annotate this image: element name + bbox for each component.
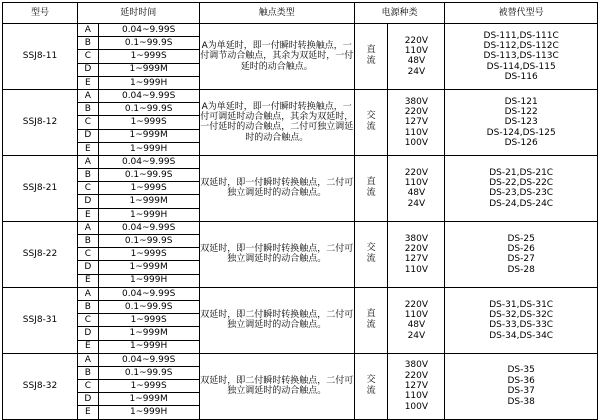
- voltage-value: 100V: [404, 401, 429, 412]
- supply-kind-char: 交: [366, 374, 376, 385]
- supply-kind-char: 直: [366, 308, 376, 319]
- delay-time-cell: 1~999S: [98, 314, 199, 327]
- delay-letter-cell: B: [78, 235, 99, 248]
- replacement-value: DS-35: [507, 365, 535, 376]
- delay-time-cell: 0.1~99.9S: [98, 300, 199, 313]
- voltage-value: 127V: [404, 117, 429, 128]
- delay-time-cell: 1~999H: [98, 406, 199, 419]
- delay-time-cell: 1~999S: [98, 248, 199, 261]
- delay-time-cell: 1~999H: [98, 76, 199, 89]
- delay-letter-cell: E: [78, 406, 99, 419]
- delay-time-cell: 1~999M: [98, 261, 199, 274]
- delay-time-cell: 0.04~9.99S: [98, 155, 199, 168]
- delay-time-cell: 1~999S: [98, 116, 199, 129]
- replacement-value: DS-111,DS-111C: [483, 30, 559, 41]
- delay-letter-cell: B: [78, 300, 99, 313]
- supply-kind-cell: [354, 287, 388, 353]
- voltage-value: 220V: [404, 243, 429, 254]
- delay-letter-cell: D: [78, 261, 99, 274]
- voltage-cell: [388, 221, 445, 287]
- voltage-value: 220V: [404, 35, 429, 46]
- voltage-value: 24V: [407, 198, 426, 209]
- delay-letter-cell: C: [78, 116, 99, 129]
- header-replacement-model: 被替代型号: [445, 3, 598, 24]
- replacement-cell: [445, 221, 598, 287]
- contact-type-cell: 双延时，即二付瞬时转换触点，二付可独立调延时的动合触点。: [199, 353, 354, 419]
- delay-letter-cell: C: [78, 380, 99, 393]
- supply-kind-cell: [354, 24, 388, 90]
- voltage-cell: [388, 287, 445, 353]
- replacement-value: DS-31,DS-31C: [489, 299, 554, 310]
- replacement-cell: [445, 353, 598, 419]
- voltage-value: 220V: [404, 106, 429, 117]
- replacement-value: DS-23,DS-23C: [489, 188, 554, 199]
- voltage-value: 220V: [404, 167, 429, 178]
- delay-time-cell: 1~999S: [98, 380, 199, 393]
- voltage-value: 48V: [407, 188, 426, 199]
- replacement-value: DS-28: [507, 264, 535, 275]
- contact-type-cell: 双延时，即一付瞬时转换触点，二付可独立调延时的动合触点。: [199, 155, 354, 221]
- voltage-value: 48V: [407, 320, 426, 331]
- replacement-value: DS-27: [507, 254, 535, 265]
- supply-kind-cell: [354, 221, 388, 287]
- delay-letter-cell: D: [78, 327, 99, 340]
- voltage-value: 110V: [404, 391, 429, 402]
- delay-letter-cell: A: [78, 89, 99, 102]
- replacement-value: DS-122: [504, 106, 538, 117]
- table-header: [3, 3, 598, 24]
- model-cell: SSJ8-31: [3, 287, 78, 353]
- voltage-value: 110V: [404, 264, 429, 275]
- table-row: [3, 24, 598, 37]
- delay-letter-cell: D: [78, 63, 99, 76]
- voltage-value: 100V: [404, 137, 429, 148]
- delay-letter-cell: D: [78, 195, 99, 208]
- delay-letter-cell: C: [78, 182, 99, 195]
- replacement-value: DS-126: [504, 137, 538, 148]
- contact-type-cell: A为单延时，即一付瞬时转换触点，一付可调延时动合触点，其余为双延时，一付延时的动合触点，二付可独立调延时的动合触点。: [199, 89, 354, 155]
- delay-time-cell: 0.04~9.99S: [98, 221, 199, 234]
- replacement-value: DS-113,DS-113C: [483, 51, 559, 62]
- delay-time-cell: 1~999M: [98, 327, 199, 340]
- supply-kind-char: 流: [366, 254, 376, 265]
- supply-kind-char: 流: [366, 320, 376, 331]
- replacement-cell: [445, 89, 598, 155]
- delay-letter-cell: A: [78, 24, 99, 37]
- supply-kind-char: 流: [366, 188, 376, 199]
- delay-time-cell: 0.04~9.99S: [98, 353, 199, 366]
- replacement-value: DS-38: [507, 396, 535, 407]
- delay-letter-cell: C: [78, 314, 99, 327]
- replacement-value: DS-34,DS-34C: [489, 330, 554, 341]
- replacement-value: DS-124,DS-125: [486, 127, 556, 138]
- replacement-value: DS-26: [507, 243, 535, 254]
- table-row: [3, 221, 598, 234]
- table-body: [3, 24, 598, 420]
- voltage-value: 127V: [404, 254, 429, 265]
- contact-type-cell: 双延时，即一付瞬时转换触点，二付可独立调延时的动合触点。: [199, 221, 354, 287]
- delay-time-cell: 0.04~9.99S: [98, 89, 199, 102]
- supply-kind-char: 流: [366, 386, 376, 397]
- replacement-value: DS-24,DS-24C: [489, 198, 554, 209]
- delay-time-cell: 1~999S: [98, 50, 199, 63]
- delay-letter-cell: B: [78, 169, 99, 182]
- header-delay-time: 延时时间: [78, 3, 200, 24]
- supply-kind-cell: [354, 155, 388, 221]
- table-row: [3, 89, 598, 102]
- replacement-cell: [445, 287, 598, 353]
- delay-letter-cell: A: [78, 155, 99, 168]
- supply-kind-char: 交: [366, 111, 376, 122]
- replacement-value: DS-121: [504, 96, 538, 107]
- header-row: [3, 3, 598, 24]
- voltage-value: 110V: [404, 127, 429, 138]
- delay-letter-cell: E: [78, 76, 99, 89]
- model-cell: SSJ8-21: [3, 155, 78, 221]
- supply-kind-char: 直: [366, 45, 376, 56]
- delay-letter-cell: D: [78, 393, 99, 406]
- delay-time-cell: 1~999M: [98, 129, 199, 142]
- voltage-value: 24V: [407, 330, 426, 341]
- replacement-value: DS-114,DS-115: [486, 61, 556, 72]
- delay-letter-cell: E: [78, 142, 99, 155]
- delay-time-cell: 1~999H: [98, 208, 199, 221]
- supply-kind-char: 交: [366, 243, 376, 254]
- model-cell: SSJ8-32: [3, 353, 78, 419]
- delay-letter-cell: B: [78, 103, 99, 116]
- delay-time-cell: 1~999H: [98, 142, 199, 155]
- delay-time-cell: 0.1~99.9S: [98, 169, 199, 182]
- header-contact-type: 触点类型: [199, 3, 354, 24]
- delay-letter-cell: B: [78, 37, 99, 50]
- table-row: [3, 353, 598, 366]
- delay-letter-cell: A: [78, 287, 99, 300]
- voltage-value: 380V: [404, 96, 429, 107]
- delay-letter-cell: E: [78, 340, 99, 353]
- delay-time-cell: 1~999H: [98, 274, 199, 287]
- replacement-value: DS-22,DS-22C: [489, 178, 554, 188]
- voltage-cell: [388, 89, 445, 155]
- delay-time-cell: 1~999S: [98, 182, 199, 195]
- replacement-cell: [445, 24, 598, 90]
- voltage-value: 220V: [404, 299, 429, 310]
- table-row: [3, 287, 598, 300]
- voltage-value: 220V: [404, 370, 429, 381]
- voltage-cell: [388, 155, 445, 221]
- replacement-value: DS-25: [507, 233, 535, 244]
- delay-time-cell: 1~999M: [98, 195, 199, 208]
- replacement-value: DS-116: [504, 71, 538, 82]
- voltage-cell: [388, 24, 445, 90]
- replacement-value: DS-112,DS-112C: [483, 40, 559, 51]
- delay-time-cell: 0.1~99.9S: [98, 103, 199, 116]
- replacement-value: DS-33,DS-33C: [489, 320, 554, 331]
- delay-time-cell: 0.1~99.9S: [98, 366, 199, 379]
- voltage-cell: [388, 353, 445, 419]
- header-supply-type: 电源种类: [354, 3, 445, 24]
- voltage-value: 48V: [407, 56, 426, 67]
- replacement-value: DS-32,DS-32C: [489, 309, 554, 320]
- delay-letter-cell: C: [78, 50, 99, 63]
- delay-time-cell: 0.04~9.99S: [98, 24, 199, 37]
- model-cell: SSJ8-22: [3, 221, 78, 287]
- delay-time-cell: 0.1~99.9S: [98, 37, 199, 50]
- voltage-value: 110V: [404, 178, 429, 188]
- delay-time-cell: 1~999M: [98, 393, 199, 406]
- contact-type-cell: 双延时，即二付瞬时转换触点，二付可独立调延时的动合触点。: [199, 287, 354, 353]
- replacement-value: DS-21,DS-21C: [489, 167, 554, 178]
- contact-type-cell: A为单延时，即一付瞬时转换触点，一付调节动合触点，其余为双延时，一付延时的动合触点。: [199, 24, 354, 90]
- header-model: 型号: [3, 3, 78, 24]
- voltage-value: 24V: [407, 66, 426, 77]
- delay-letter-cell: C: [78, 248, 99, 261]
- supply-kind-char: 直: [366, 177, 376, 188]
- voltage-value: 380V: [404, 233, 429, 244]
- supply-kind-char: 流: [366, 122, 376, 133]
- voltage-value: 380V: [404, 360, 429, 371]
- delay-time-cell: 0.04~9.99S: [98, 287, 199, 300]
- replacement-value: DS-36: [507, 375, 535, 386]
- delay-letter-cell: B: [78, 366, 99, 379]
- replacement-value: DS-37: [507, 386, 535, 397]
- replacement-cell: [445, 155, 598, 221]
- delay-letter-cell: A: [78, 353, 99, 366]
- supply-kind-cell: [354, 89, 388, 155]
- delay-time-cell: 1~999H: [98, 340, 199, 353]
- voltage-value: 110V: [404, 46, 429, 57]
- delay-letter-cell: D: [78, 129, 99, 142]
- model-cell: SSJ8-12: [3, 89, 78, 155]
- voltage-value: 127V: [404, 380, 429, 391]
- voltage-value: 110V: [404, 309, 429, 320]
- delay-letter-cell: A: [78, 221, 99, 234]
- supply-kind-char: 流: [366, 56, 376, 67]
- supply-kind-cell: [354, 353, 388, 419]
- replacement-value: DS-123: [504, 117, 538, 128]
- delay-time-cell: 0.1~99.9S: [98, 235, 199, 248]
- model-cell: SSJ8-11: [3, 24, 78, 90]
- delay-letter-cell: E: [78, 208, 99, 221]
- delay-letter-cell: E: [78, 274, 99, 287]
- specification-table: [2, 2, 598, 420]
- table-row: [3, 155, 598, 168]
- delay-time-cell: 1~999M: [98, 63, 199, 76]
